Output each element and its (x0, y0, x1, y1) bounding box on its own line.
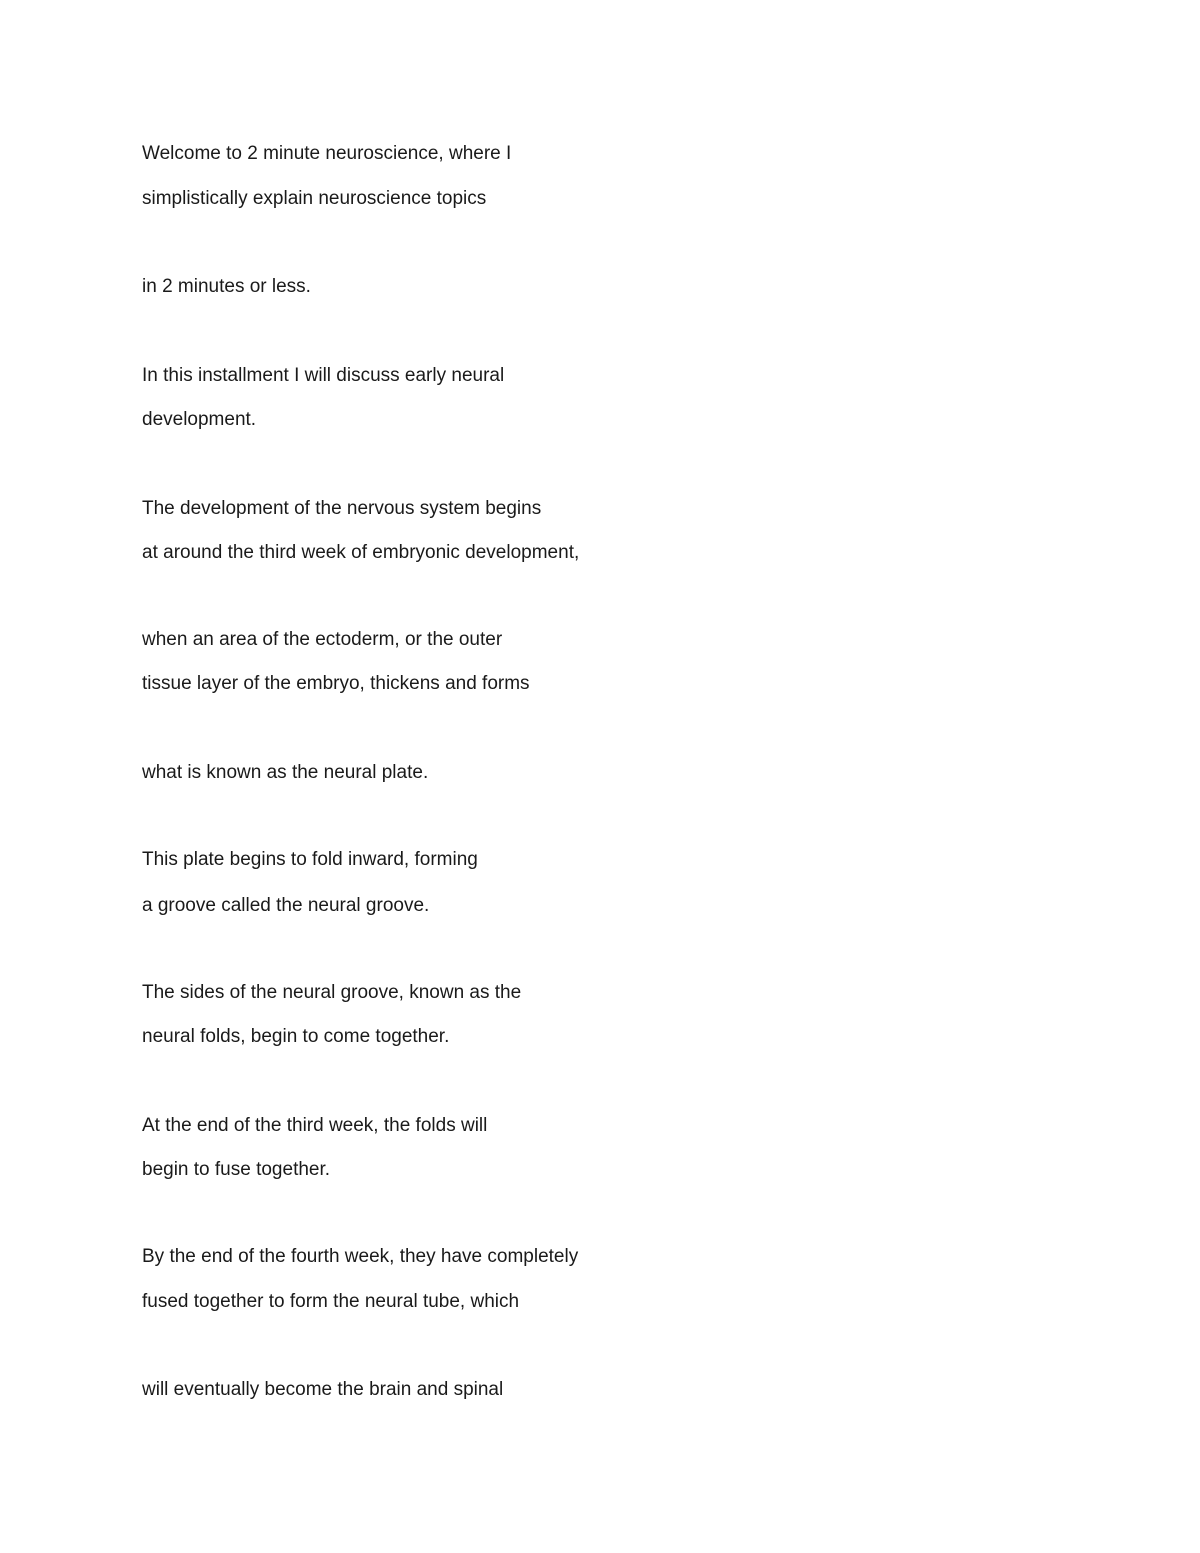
text-line: will eventually become the brain and spinal (142, 1379, 504, 1400)
text-line: This plate begins to fold inward, forming (142, 849, 478, 870)
text-line: fused together to form the neural tube, which (142, 1291, 520, 1312)
text-line: Welcome to 2 minute neuroscience, where I (142, 143, 512, 164)
text-line: a groove called the neural groove. (142, 895, 430, 916)
text-line: At the end of the third week, the folds will (142, 1115, 488, 1136)
text-line: begin to fuse together. (142, 1159, 331, 1180)
text-line: In this installment I will discuss early neural (142, 365, 505, 386)
text-line: By the end of the fourth week, they have completely (142, 1246, 579, 1267)
text-line: when an area of the ectoderm, or the outer (142, 629, 503, 650)
text-line: simplistically explain neuroscience topics (142, 188, 487, 209)
text-line: at around the third week of embryonic development, (142, 542, 580, 563)
text-line: The development of the nervous system begins (142, 498, 542, 519)
text-line: development. (142, 409, 257, 430)
text-line: neural folds, begin to come together. (142, 1026, 450, 1047)
text-line: what is known as the neural plate. (142, 762, 429, 783)
text-line: in 2 minutes or less. (142, 276, 311, 297)
text-line: The sides of the neural groove, known as the (142, 982, 522, 1003)
text-line: tissue layer of the embryo, thickens and forms (142, 673, 530, 694)
